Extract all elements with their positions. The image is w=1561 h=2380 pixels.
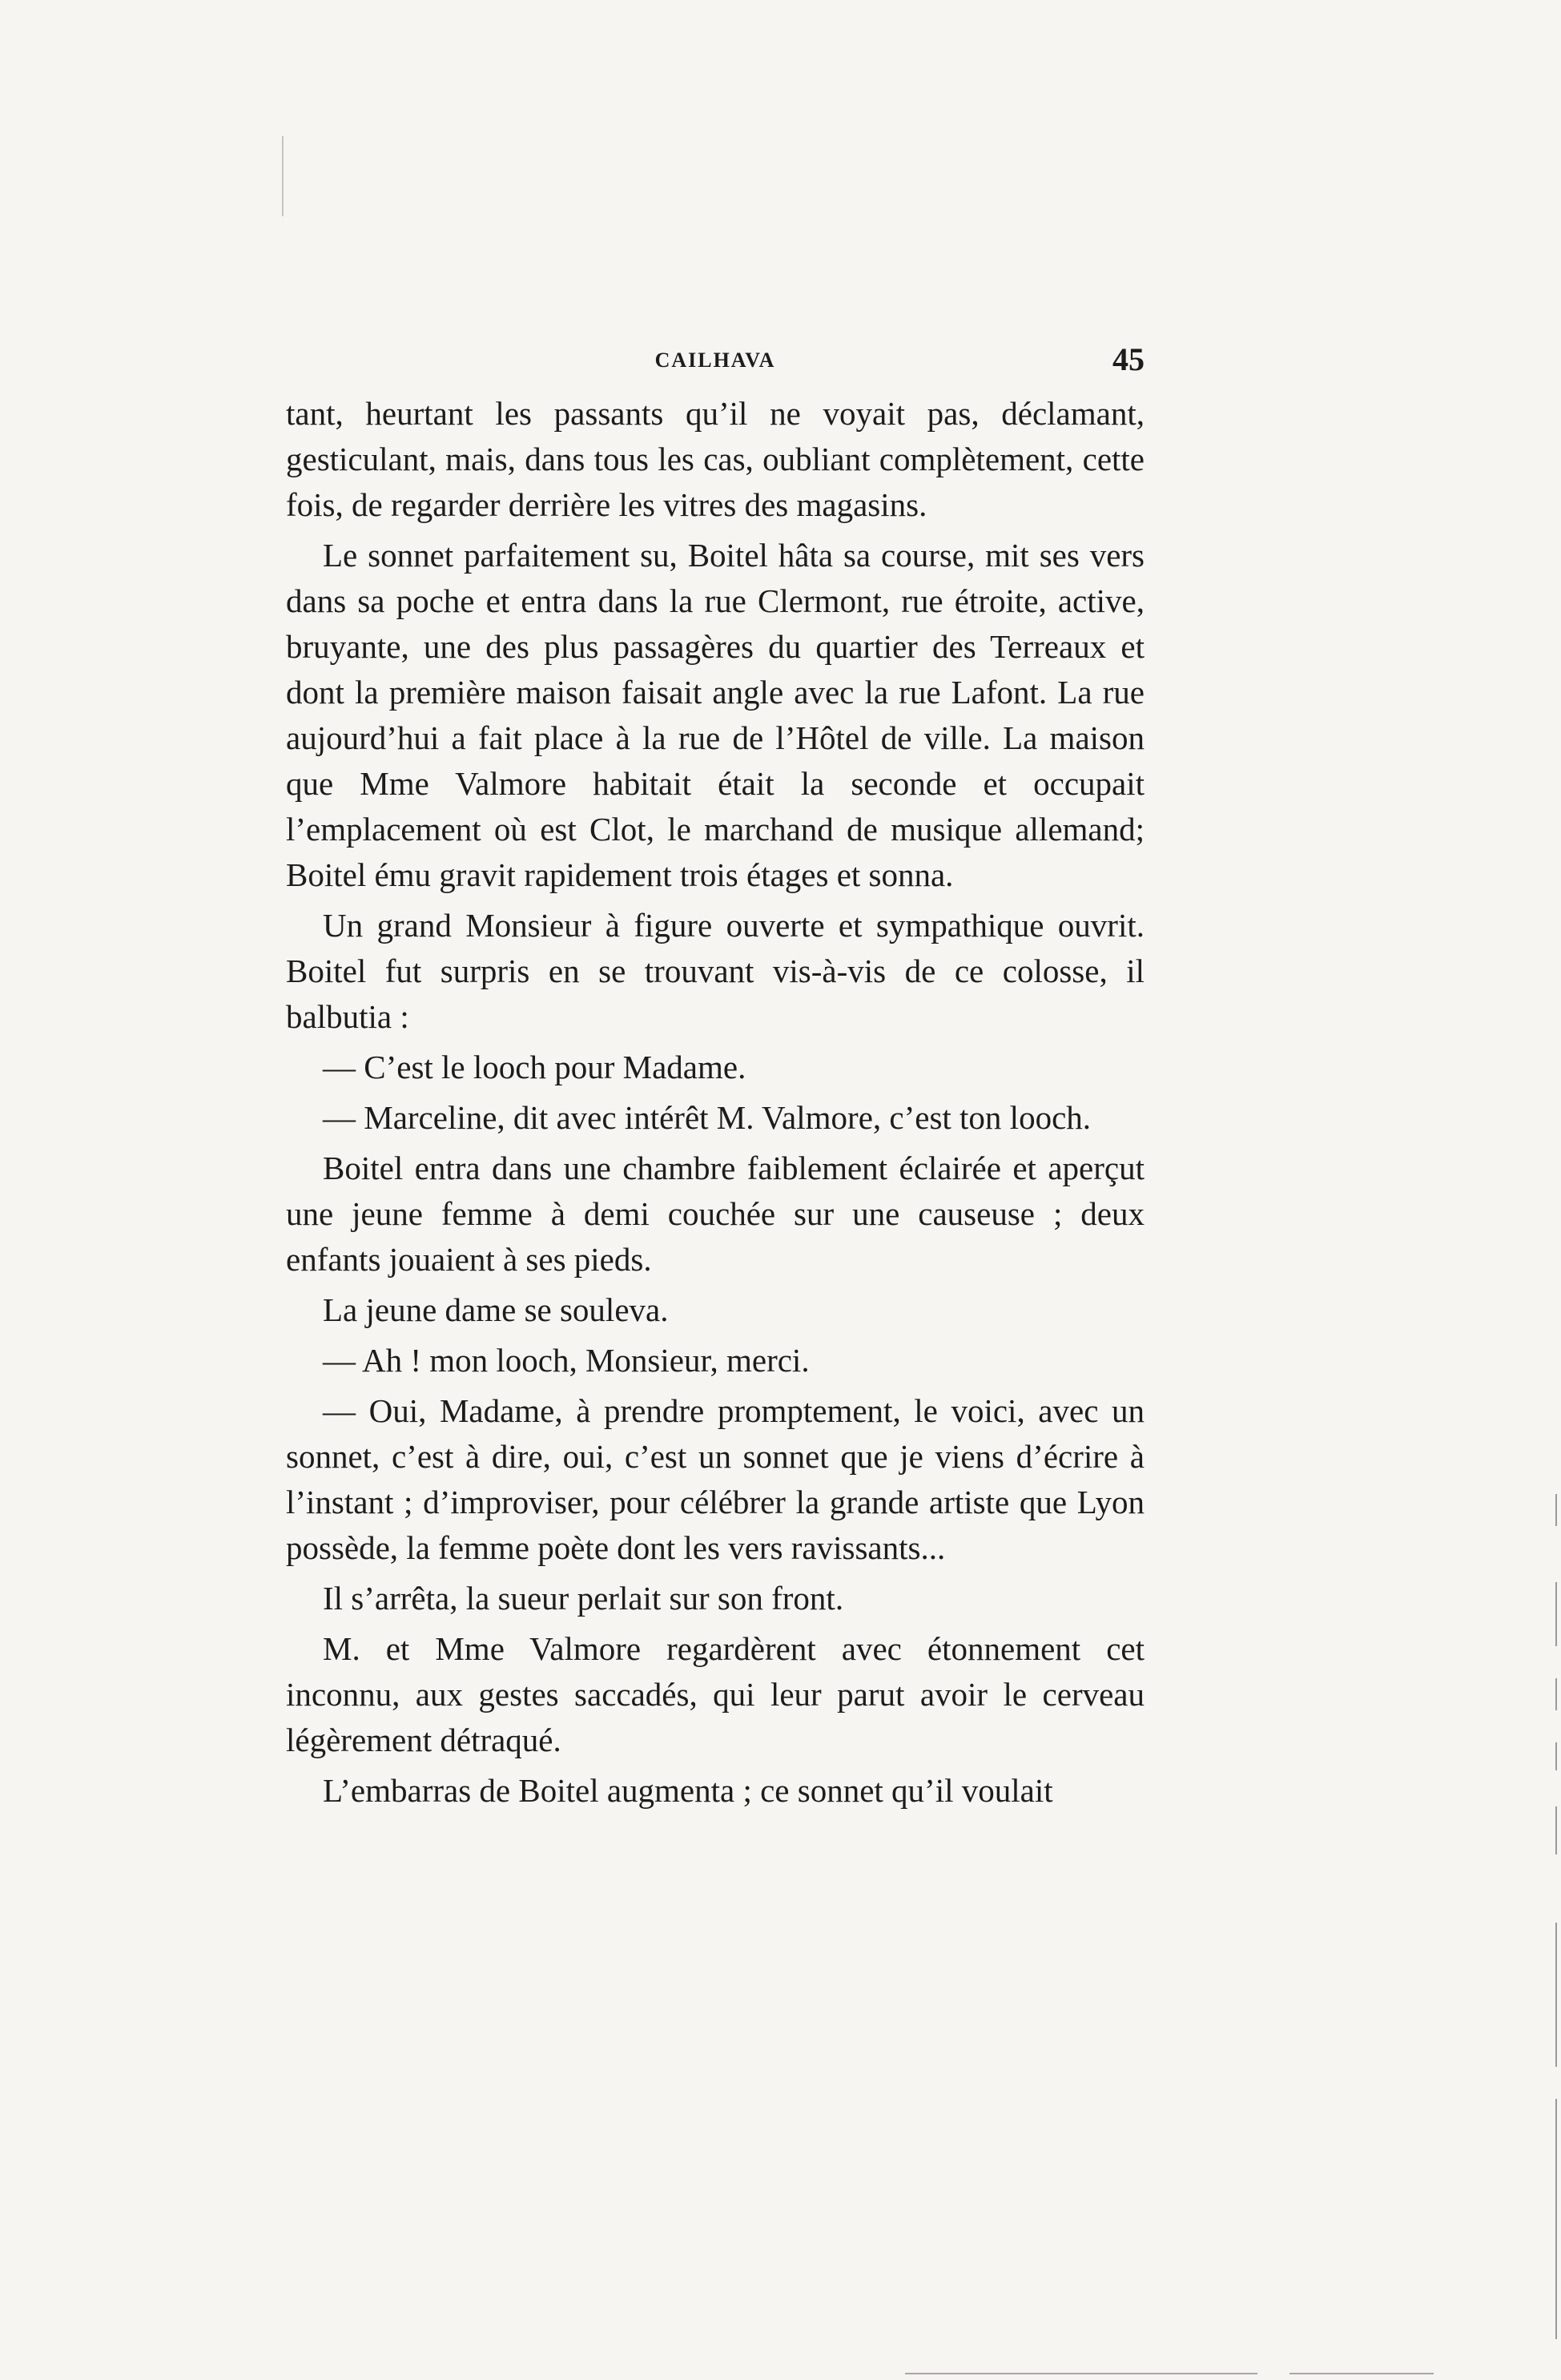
- dialogue-line: — Oui, Madame, à prendre promptement, le voici, avec un sonnet, c’est à dire, oui, c’est un sonnet que je viens d’écrire à l’instant ; d’improviser, pour célébrer la grande artiste que Lyon possède, la femme poète dont les vers ravissants...: [286, 1392, 1145, 1566]
- margin-mark: [1555, 1742, 1557, 1770]
- paragraph: La jeune dame se souleva.: [323, 1291, 669, 1328]
- margin-mark: [1555, 1923, 1557, 2067]
- bottom-rule: [1289, 2373, 1434, 2374]
- running-title: CAILHAVA: [654, 348, 776, 372]
- margin-mark: [1555, 1494, 1557, 1526]
- paragraph: Il s’arrêta, la sueur perlait sur son front.: [323, 1580, 844, 1617]
- paragraph: Le sonnet parfaitement su, Boitel hâta sa course, mit ses vers dans sa poche et entra dans la rue Clermont, rue étroite, active, bruyante, une des plus passagères du quartier des Terreaux et dont la première maison faisait angle avec la rue Lafont. La rue aujourd’hui a fait place à la rue de l’Hôtel de ville. La maison que Mme Valmore habitait était la seconde et occupait l’emplacement où est Clot, le marchand de musique allemand; Boitel ému gravit rapidement trois étages et sonna.: [286, 537, 1145, 893]
- dialogue-line: — Ah ! mon looch, Monsieur, merci.: [323, 1342, 810, 1379]
- margin-mark: [1555, 2099, 1557, 2339]
- margin-mark: [1555, 1582, 1557, 1646]
- bottom-rule: [905, 2373, 1257, 2374]
- body-text: [286, 391, 1145, 1818]
- running-head: [286, 340, 1145, 389]
- page-number: 45: [1112, 341, 1145, 377]
- scan-speck: [282, 136, 284, 216]
- paragraph: tant, heurtant les passants qu’il ne voyait pas, déclamant, gesticulant, mais, dans tous les cas, oubliant complètement, cette fois, de regarder derrière les vitres des magasins.: [286, 395, 1145, 523]
- margin-mark: [1555, 1678, 1557, 1710]
- margin-mark: [1555, 1806, 1557, 1854]
- dialogue-line: — C’est le looch pour Madame.: [323, 1049, 746, 1085]
- paragraph: Un grand Monsieur à figure ouverte et sympathique ouvrit. Boitel fut surpris en se trouvant vis-à-vis de ce colosse, il balbutia :: [286, 907, 1145, 1035]
- dialogue-line: — Marceline, dit avec intérêt M. Valmore, c’est ton looch.: [323, 1099, 1092, 1136]
- paragraph: Boitel entra dans une chambre faiblement éclairée et aperçut une jeune femme à demi couchée sur une causeuse ; deux enfants jouaient à ses pieds.: [286, 1150, 1145, 1278]
- paragraph: L’embarras de Boitel augmenta ; ce sonnet qu’il voulait: [323, 1772, 1053, 1809]
- paragraph: M. et Mme Valmore regardèrent avec étonnement cet inconnu, aux gestes saccadés, qui leur parut avoir le cerveau légèrement détraqué.: [286, 1630, 1145, 1758]
